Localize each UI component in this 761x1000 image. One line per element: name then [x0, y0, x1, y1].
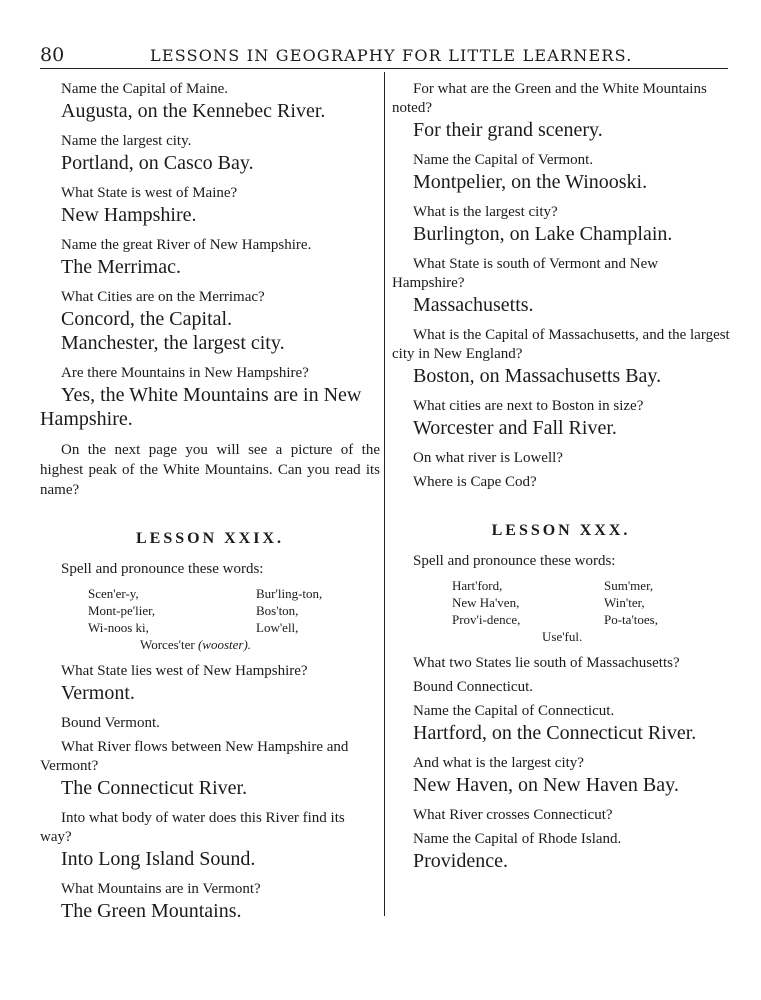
question: Bound Connecticut. [413, 679, 533, 695]
answer: Vermont. [61, 682, 135, 704]
question: Name the Capital of Vermont. [413, 152, 594, 168]
answer: Yes, the White Mountains are in New Hampshire. [40, 384, 362, 430]
word: Bur'ling-ton, [256, 586, 323, 601]
answer: For their grand scenery. [413, 119, 603, 141]
question: On what river is Lowell? [413, 450, 563, 466]
question: What State lies west of New Hampshire? [61, 663, 308, 679]
question: What is the Capital of Massachusetts, and the largest city in New England? [392, 327, 730, 362]
pronunciation-note: (wooster). [197, 637, 252, 652]
question: Name the Capital of Rhode Island. [413, 831, 622, 847]
word-list [392, 577, 730, 645]
spell-prompt: Spell and pronounce these words: [413, 553, 616, 569]
question: Name the Capital of Maine. [61, 81, 229, 97]
word: Mont-pe'lier, [88, 603, 156, 618]
question: Name the Capital of Connecticut. [413, 703, 615, 719]
column-divider [384, 72, 385, 916]
running-title: LESSONS IN GEOGRAPHY FOR LITTLE LEARNERS. [150, 46, 633, 65]
question: What River crosses Connecticut? [413, 807, 613, 823]
page-number: 80 [40, 44, 65, 66]
answer: Montpelier, on the Winooski. [413, 171, 648, 193]
left-column [40, 80, 380, 923]
word: Low'ell, [256, 620, 299, 635]
word: Wi-noos ki, [88, 620, 149, 635]
word-last: Worces'ter [140, 637, 195, 652]
question: What State is west of Maine? [61, 185, 238, 201]
lesson-title: LESSON XXIX. [135, 530, 285, 547]
question: Name the largest city. [61, 133, 192, 149]
answer: Manchester, the largest city. [61, 332, 285, 354]
word: New Ha'ven, [452, 595, 520, 610]
question: Into what body of water does this River find its way? [40, 810, 345, 845]
question: What State is south of Vermont and New Hampshire? [392, 256, 659, 291]
word: Prov'i-dence, [452, 612, 521, 627]
answer: Portland, on Casco Bay. [61, 152, 254, 174]
answer: Burlington, on Lake Champlain. [413, 223, 673, 245]
question: For what are the Green and the White Mountains noted? [392, 81, 707, 116]
page-header [40, 38, 728, 69]
answer: Concord, the Capital. [61, 308, 233, 330]
question: What Cities are on the Merrimac? [61, 289, 265, 305]
question: And what is the largest city? [413, 755, 584, 771]
answer: Providence. [413, 850, 508, 872]
word [140, 636, 251, 653]
word: Win'ter, [604, 595, 645, 610]
question: Are there Mountains in New Hampshire? [61, 365, 309, 381]
word: Hart'ford, [452, 578, 503, 593]
answer: Massachusetts. [413, 294, 534, 316]
question: What is the largest city? [413, 204, 558, 220]
question: Name the great River of New Hampshire. [61, 237, 312, 253]
answer: The Green Mountains. [61, 900, 242, 922]
question: Bound Vermont. [61, 715, 160, 731]
right-column [392, 80, 730, 873]
question: Where is Cape Cod? [413, 474, 537, 490]
answer: Into Long Island Sound. [61, 848, 256, 870]
answer: New Hampshire. [61, 204, 197, 226]
question: What Mountains are in Vermont? [61, 881, 261, 897]
word: Po-ta'toes, [604, 612, 658, 627]
word: Sum'mer, [604, 578, 654, 593]
answer: Worcester and Fall River. [413, 417, 617, 439]
answer: The Merrimac. [61, 256, 181, 278]
answer: New Haven, on New Haven Bay. [413, 774, 679, 796]
word: Bos'ton, [256, 603, 299, 618]
question: What River flows between New Hampshire and Vermont? [40, 739, 349, 774]
word-list [40, 585, 380, 653]
answer: The Connecticut River. [61, 777, 248, 799]
answer: Boston, on Massachusetts Bay. [413, 365, 662, 387]
question: What two States lie south of Massachusetts? [413, 655, 680, 671]
answer: Hartford, on the Connecticut River. [413, 722, 697, 744]
answer: Augusta, on the Kennebec River. [61, 100, 326, 122]
lesson-title: LESSON XXX. [491, 522, 631, 539]
question: What cities are next to Boston in size? [413, 398, 644, 414]
paragraph: On the next page you will see a picture of the highest peak of the White Mountains. Can you read its name? [40, 442, 380, 498]
word: Scen'er-y, [88, 586, 139, 601]
word: Use'ful. [542, 629, 583, 644]
spell-prompt: Spell and pronounce these words: [61, 561, 264, 577]
